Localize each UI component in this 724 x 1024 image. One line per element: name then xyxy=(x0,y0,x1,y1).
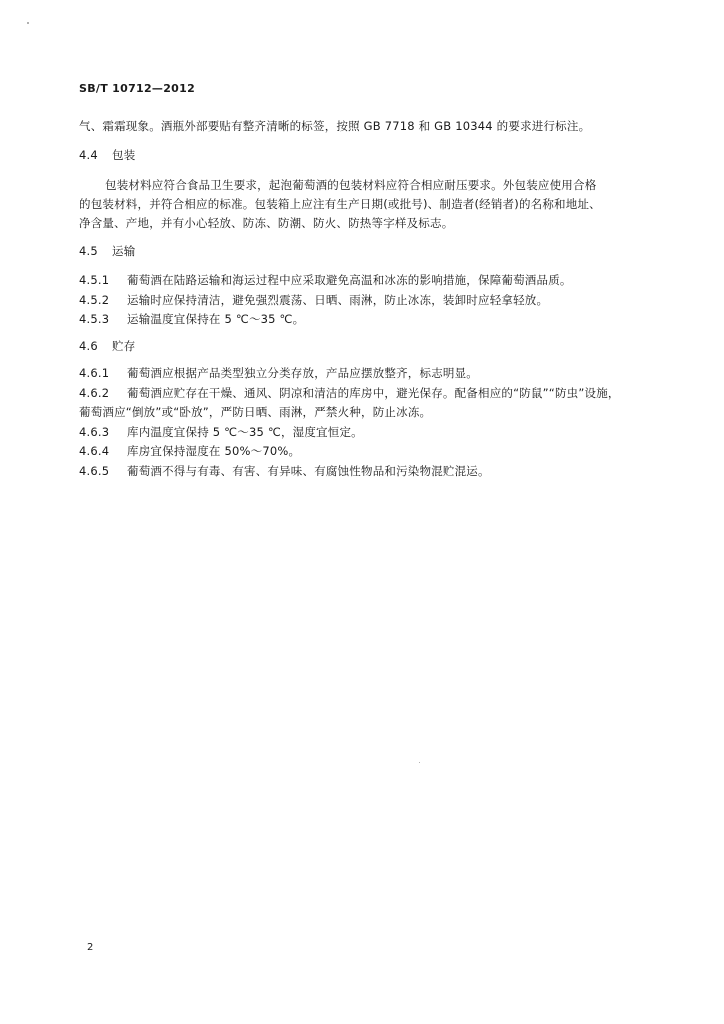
clause-number: 4.5.1 xyxy=(79,273,110,287)
paragraph-line: 包装材料应符合食品卫生要求，起泡葡萄酒的包装材料应符合相应耐压要求。外包装应使用合格 xyxy=(105,178,597,192)
scan-speck xyxy=(27,22,29,24)
clause-number: 4.5.2 xyxy=(79,293,110,307)
clause-4-6-4 xyxy=(79,444,300,458)
section-number: 4.4 xyxy=(79,148,98,162)
section-title: 运输 xyxy=(112,244,136,258)
clause-4-6-3 xyxy=(79,425,363,439)
clause-4-6-2 xyxy=(79,386,620,400)
clause-number: 4.6.4 xyxy=(79,444,110,458)
clause-number: 4.6.3 xyxy=(79,425,110,439)
clause-text: 葡萄酒在陆路运输和海运过程中应采取避免高温和冰冻的影响措施，保障葡萄酒品质。 xyxy=(127,273,572,287)
section-4-4-heading xyxy=(79,148,135,162)
clause-4-5-1 xyxy=(79,273,572,287)
paragraph-line: 净含量、产地，并有小心轻放、防冻、防潮、防火、防热等字样及标志。 xyxy=(79,216,454,230)
intro-line: 气、霜霜现象。酒瓶外部要贴有整齐清晰的标签，按照 GB 7718 和 GB 10344 的要求进行标注。 xyxy=(79,119,591,133)
standard-code-header: SB/T 10712—2012 xyxy=(79,82,196,95)
clause-number: 4.6.5 xyxy=(79,464,110,478)
clause-4-6-1 xyxy=(79,366,478,380)
scan-speck xyxy=(419,762,420,763)
clause-text: 葡萄酒不得与有毒、有害、有异味、有腐蚀性物品和污染物混贮混运。 xyxy=(127,464,490,478)
clause-4-5-3 xyxy=(79,312,304,326)
clause-text: 库房宜保持湿度在 50%～70%。 xyxy=(127,444,301,458)
section-4-5-heading xyxy=(79,244,135,258)
section-4-6-heading xyxy=(79,339,135,353)
clause-number: 4.5.3 xyxy=(79,312,110,326)
clause-number: 4.6.1 xyxy=(79,366,110,380)
clause-text: 葡萄酒应根据产品类型独立分类存放，产品应摆放整齐，标志明显。 xyxy=(127,366,478,380)
clause-4-5-2 xyxy=(79,293,548,307)
clause-text: 库内温度宜保持 5 ℃～35 ℃，湿度宜恒定。 xyxy=(127,425,363,439)
clause-4-6-5 xyxy=(79,464,490,478)
page-number: 2 xyxy=(87,942,94,953)
section-number: 4.6 xyxy=(79,339,98,353)
paragraph-line: 的包装材料，并符合相应的标准。包装箱上应注有生产日期(或批号)、制造者(经销者)的名称和地址、 xyxy=(79,197,601,211)
section-title: 贮存 xyxy=(112,339,136,353)
clause-4-6-2-continuation: 葡萄酒应“倒放”或“卧放”，严防日晒、雨淋，严禁火种，防止冰冻。 xyxy=(79,405,432,419)
clause-text: 运输温度宜保持在 5 ℃～35 ℃。 xyxy=(127,312,305,326)
clause-text: 运输时应保持清洁，避免强烈震荡、日晒、雨淋，防止冰冻，装卸时应轻拿轻放。 xyxy=(127,293,549,307)
section-title: 包装 xyxy=(112,148,136,162)
clause-number: 4.6.2 xyxy=(79,386,110,400)
clause-text: 葡萄酒应贮存在干燥、通风、阴凉和清洁的库房中，避光保存。配备相应的“防鼠”“防虫”设施， xyxy=(127,386,620,400)
section-number: 4.5 xyxy=(79,244,98,258)
